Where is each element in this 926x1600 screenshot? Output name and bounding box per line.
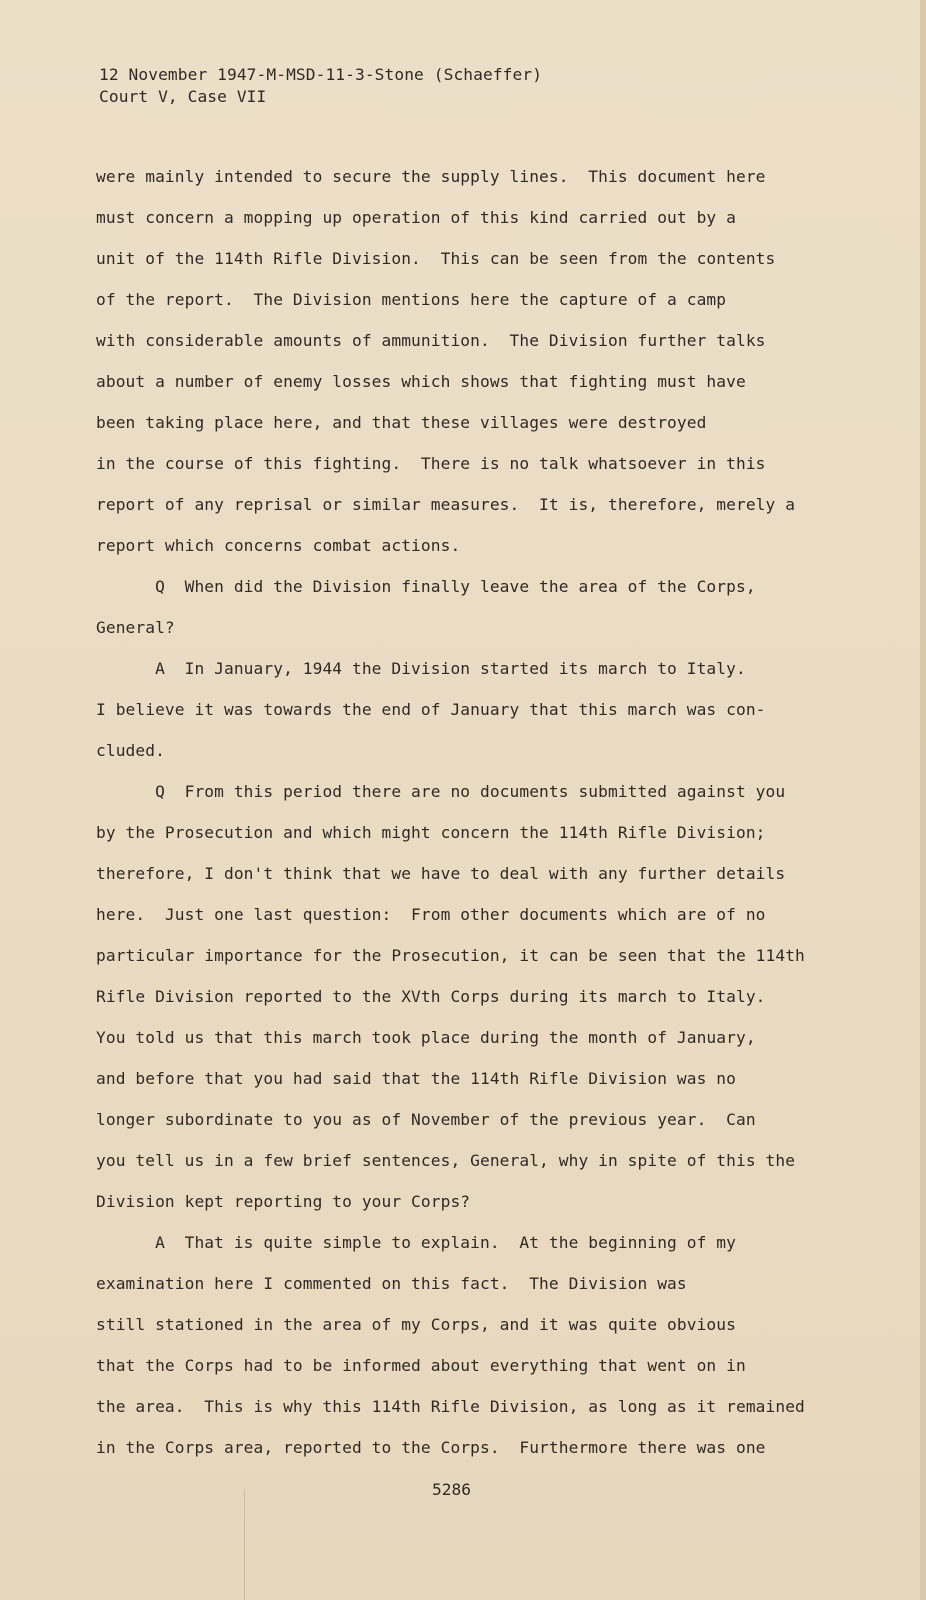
transcript-line: with considerable amounts of ammunition. The Division further talks [96,331,766,350]
transcript-line: that the Corps had to be informed about everything that went on in [96,1356,746,1375]
transcript-line: you tell us in a few brief sentences, General, why in spite of this the [96,1151,796,1170]
transcript-line: Q From this period there are no documents submitted against you [96,782,786,801]
transcript-line: Q When did the Division finally leave the area of the Corps, [96,577,756,596]
transcript-line: A In January, 1944 the Division started its march to Italy. [96,659,746,678]
header-line-court: Court V, Case VII [99,87,267,106]
transcript-line: of the report. The Division mentions here the capture of a camp [96,290,727,309]
transcript-line: report of any reprisal or similar measures. It is, therefore, merely a [96,495,796,514]
transcript-line: Rifle Division reported to the XVth Corps during its march to Italy. [96,987,766,1006]
transcript-line: particular importance for the Prosecution, it can be seen that the 114th [96,946,805,965]
transcript-line: here. Just one last question: From other documents which are of no [96,905,766,924]
transcript-line: by the Prosecution and which might concern the 114th Rifle Division; [96,823,766,842]
transcript-line: A That is quite simple to explain. At the beginning of my [96,1233,736,1252]
document-header [99,64,542,108]
transcript-line: must concern a mopping up operation of this kind carried out by a [96,208,736,227]
transcript-body [96,165,805,1477]
transcript-line: and before that you had said that the 114th Rifle Division was no [96,1069,736,1088]
transcript-line: General? [96,618,175,637]
transcript-line: I believe it was towards the end of January that this march was con- [96,700,766,719]
transcript-line: still stationed in the area of my Corps, and it was quite obvious [96,1315,736,1334]
transcript-line: in the course of this fighting. There is no talk whatsoever in this [96,454,766,473]
paper-fold-mark [244,1490,245,1600]
transcript-line: were mainly intended to secure the supply lines. This document here [96,167,766,186]
transcript-line: about a number of enemy losses which shows that fighting must have [96,372,746,391]
transcript-line: cluded. [96,741,165,760]
transcript-line: been taking place here, and that these villages were destroyed [96,413,707,432]
transcript-line: report which concerns combat actions. [96,536,461,555]
header-line-date: 12 November 1947-M-MSD-11-3-Stone (Schaeffer) [99,65,543,84]
transcript-line: therefore, I don't think that we have to deal with any further details [96,864,786,883]
transcript-line: longer subordinate to you as of November of the previous year. Can [96,1110,756,1129]
page-number: 5286 [432,1480,471,1499]
transcript-line: examination here I commented on this fact. The Division was [96,1274,687,1293]
transcript-line: unit of the 114th Rifle Division. This can be seen from the contents [96,249,776,268]
transcript-line: in the Corps area, reported to the Corps. Furthermore there was one [96,1438,766,1457]
transcript-line: You told us that this march took place during the month of January, [96,1028,756,1047]
transcript-line: the area. This is why this 114th Rifle Division, as long as it remained [96,1397,805,1416]
transcript-line: Division kept reporting to your Corps? [96,1192,471,1211]
